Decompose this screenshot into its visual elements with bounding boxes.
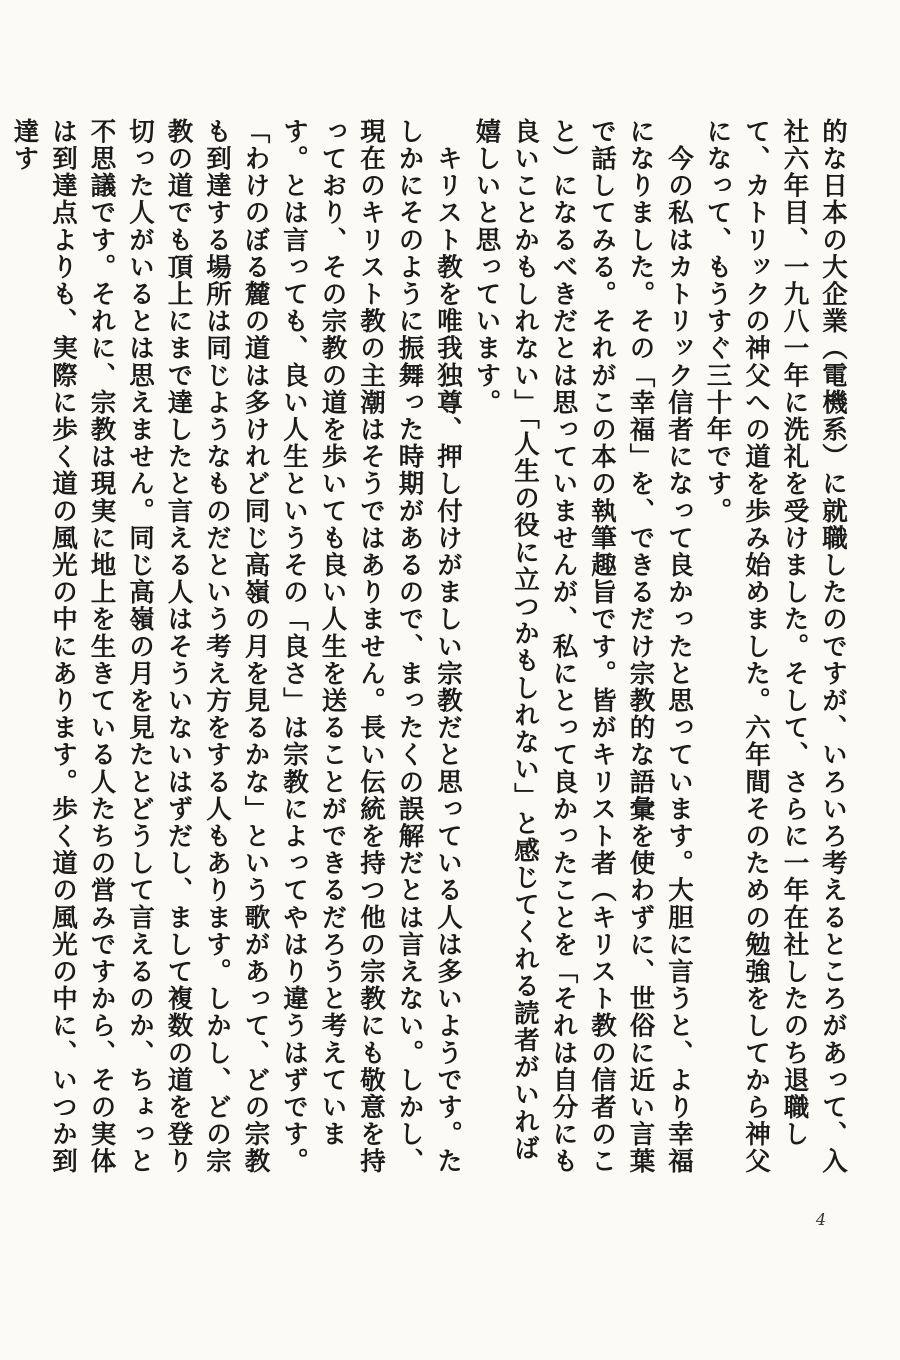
vertical-text-body [9, 118, 852, 1178]
paragraph-fragment: 的な日本の大企業（電機系）に就職したのですが、いろいろ考えるところがあって、入社六年目、 [779, 118, 848, 1175]
paragraph-text: 一九八一年に洗礼を受けました。そして、さらに一年在社したのち退職して、カトリックの神父への道を歩み始めました。六年間そのための勉強をしてから神父になって、もうすぐ三十年です。 [702, 118, 810, 1175]
page-number: 4 [815, 1210, 827, 1229]
paragraph-continued [698, 118, 852, 1178]
paragraph: 今の私はカトリック信者になって良かったと思っています。大胆に言うと、より幸福になりました。その「幸福」を、できるだけ宗教的な語彙を使わずに、世俗に近い言葉で話してみる。それがこの本の執筆趣旨です。皆がキリスト者（キリスト教の信者のこと）になるべきだとは思っていませんが、私にとって良かったことを「それは自分にも良いことかもしれない」「人生の役に立つかもしれない」と感じてくれる読者がいれば嬉しいと思っています。 [471, 118, 694, 1175]
paragraph: キリスト教を唯我独尊、押し付けがましい宗教だと思っている人は多いようです。たしかにそのように振舞った時期があるので、まったくの誤解だとは言えない。しかし、現在のキリスト教の主潮はそうではありません。長い伝統を持つ他の宗教にも敬意を持っており、その宗教の道を歩いても良い人生を送ることができるだろうと考えています。とは言っても、良い人生というその「良さ」は宗教によってやはり違うはずです。「わけのぼる麓の道は多けれど同じ高嶺の月を見るかな」という歌があって、どの宗教も到達する場所は同じようなものだという考え方をする人もあります。しかし、どの宗教の道でも頂上にまで達したと言える人はそういないはずだし、まして複数の道を登り切った人がいるとは思えません。同じ高嶺の月を見たとどうして言えるのか、ちょっと不思議です。それに、宗教は現実に地上を生きている人たちの営みですから、その実体は到達点よりも、実際に歩く道の風光の中にあります。歩く道の風光の中に、いつか到達す [9, 118, 463, 1175]
